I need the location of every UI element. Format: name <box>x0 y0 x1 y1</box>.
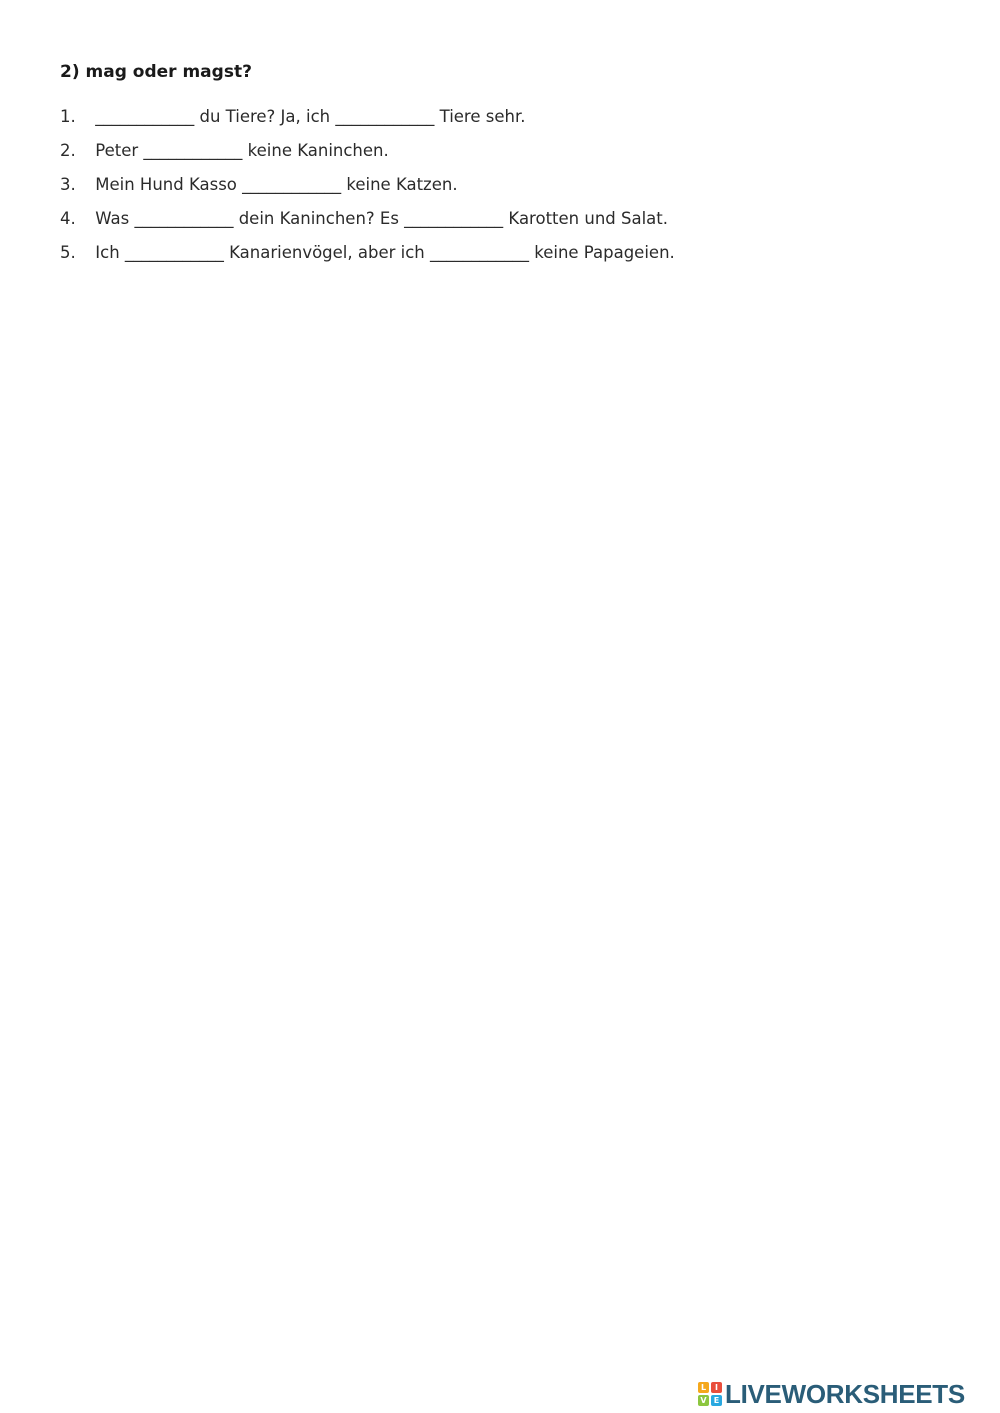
exercise-item <box>60 104 675 138</box>
logo-cell-i: I <box>711 1382 722 1393</box>
item-text: ____________ du Tiere? Ja, ich ____________ Tiere sehr. <box>95 107 526 126</box>
item-text: Peter ____________ keine Kaninchen. <box>95 141 389 160</box>
exercise-item <box>60 138 675 172</box>
exercise-item <box>60 240 675 274</box>
exercise-item <box>60 172 675 206</box>
item-text: Was ____________ dein Kaninchen? Es ____________ Karotten und Salat. <box>95 209 668 228</box>
logo-cell-e: E <box>711 1395 722 1406</box>
item-text: Mein Hund Kasso ____________ keine Katzen. <box>95 175 458 194</box>
exercise-item <box>60 206 675 240</box>
item-number: 2. <box>60 141 76 160</box>
item-number: 3. <box>60 175 76 194</box>
item-number: 5. <box>60 243 76 262</box>
item-number: 1. <box>60 107 76 126</box>
logo-wordmark: LIVEWORKSHEETS <box>725 1378 965 1409</box>
exercise-list <box>60 104 675 274</box>
logo-cell-v: V <box>698 1395 709 1406</box>
logo-icon <box>698 1382 722 1406</box>
item-number: 4. <box>60 209 76 228</box>
item-text: Ich ____________ Kanarienvögel, aber ich ____________ keine Papageien. <box>95 243 675 262</box>
exercise-title: 2) mag oder magst? <box>60 62 252 82</box>
liveworksheets-logo <box>698 1379 965 1409</box>
logo-cell-l: L <box>698 1382 709 1393</box>
